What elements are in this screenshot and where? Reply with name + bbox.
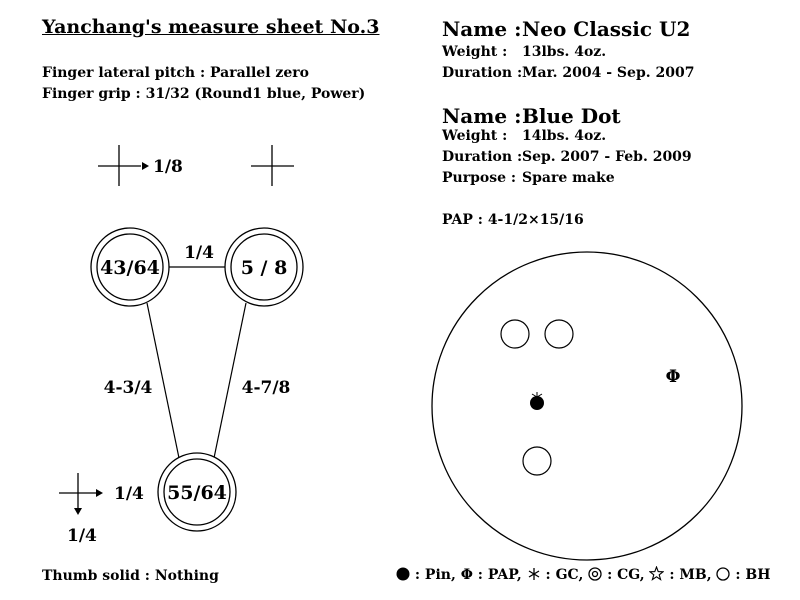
pitch-cross-top-left [98,145,141,186]
arrow-right-icon [142,162,149,170]
pitch-cross-thumb [59,473,96,508]
ball1-weight: 13lbs. 4oz. [522,44,607,60]
legend [396,566,770,583]
thumb-hole-label: 55/64 [167,482,227,504]
right-hole-label: 5 / 8 [240,257,288,279]
ball2-weight: 14lbs. 4oz. [522,128,607,144]
ball-finger-hole-right [545,320,573,348]
ball2-name-label: Name : [442,104,522,128]
ball1-duration: Mar. 2004 - Sep. 2007 [522,65,695,81]
cg-icon [588,567,602,581]
lateral-pitch-text: Finger lateral pitch : Parallel zero [42,65,309,81]
pin-icon [396,567,410,581]
ball2-purpose-label: Purpose : [442,170,517,186]
legend-mb: : MB, [669,567,712,583]
ball2-purpose: Spare make [522,170,615,186]
pap-icon: Φ [665,367,681,387]
ball2-duration-label: Duration : [442,149,523,165]
thumb-pitch-down-label: 1/4 [67,526,97,546]
ball2-weight-label: Weight : [442,128,508,144]
thumb-pitch-right-label: 1/4 [114,484,144,504]
pin-icon [530,392,544,410]
pap-icon: Φ [460,567,473,583]
ball-finger-hole-left [501,320,529,348]
legend-cg: : CG, [607,567,645,583]
ball-thumb-hole [523,447,551,475]
arrow-right-icon [96,489,103,497]
legend-pap: : PAP, [477,567,522,583]
star-icon [649,566,664,581]
pitch-cross-top-right [251,145,294,186]
left-hole-label: 43/64 [100,257,160,279]
ball2-name: Blue Dot [522,104,621,128]
ball2-duration: Sep. 2007 - Feb. 2009 [522,149,692,165]
finger-span-label: 1/4 [184,243,214,263]
right-span-label: 4-7/8 [241,378,291,398]
circle-icon [716,567,730,581]
sheet-title: Yanchang's measure sheet No.3 [42,16,380,38]
ball1-weight-label: Weight : [442,44,508,60]
top-left-pitch-label: 1/8 [153,157,183,177]
ball1-duration-label: Duration : [442,65,523,81]
bowling-ball-outline [432,252,742,560]
asterisk-icon [527,567,541,581]
ball1-name: Neo Classic U2 [522,17,691,41]
arrow-down-icon [74,508,82,515]
pap-text: PAP : 4-1/2×15/16 [442,212,584,228]
finger-grip-text: Finger grip : 31/32 (Round1 blue, Power) [42,86,366,102]
legend-bh: : BH [735,567,771,583]
thumb-solid-text: Thumb solid : Nothing [42,568,219,584]
legend-gc: : GC, [545,567,584,583]
legend-pin: : Pin, [414,567,456,583]
left-span-label: 4-3/4 [103,378,153,398]
ball1-name-label: Name : [442,17,522,41]
